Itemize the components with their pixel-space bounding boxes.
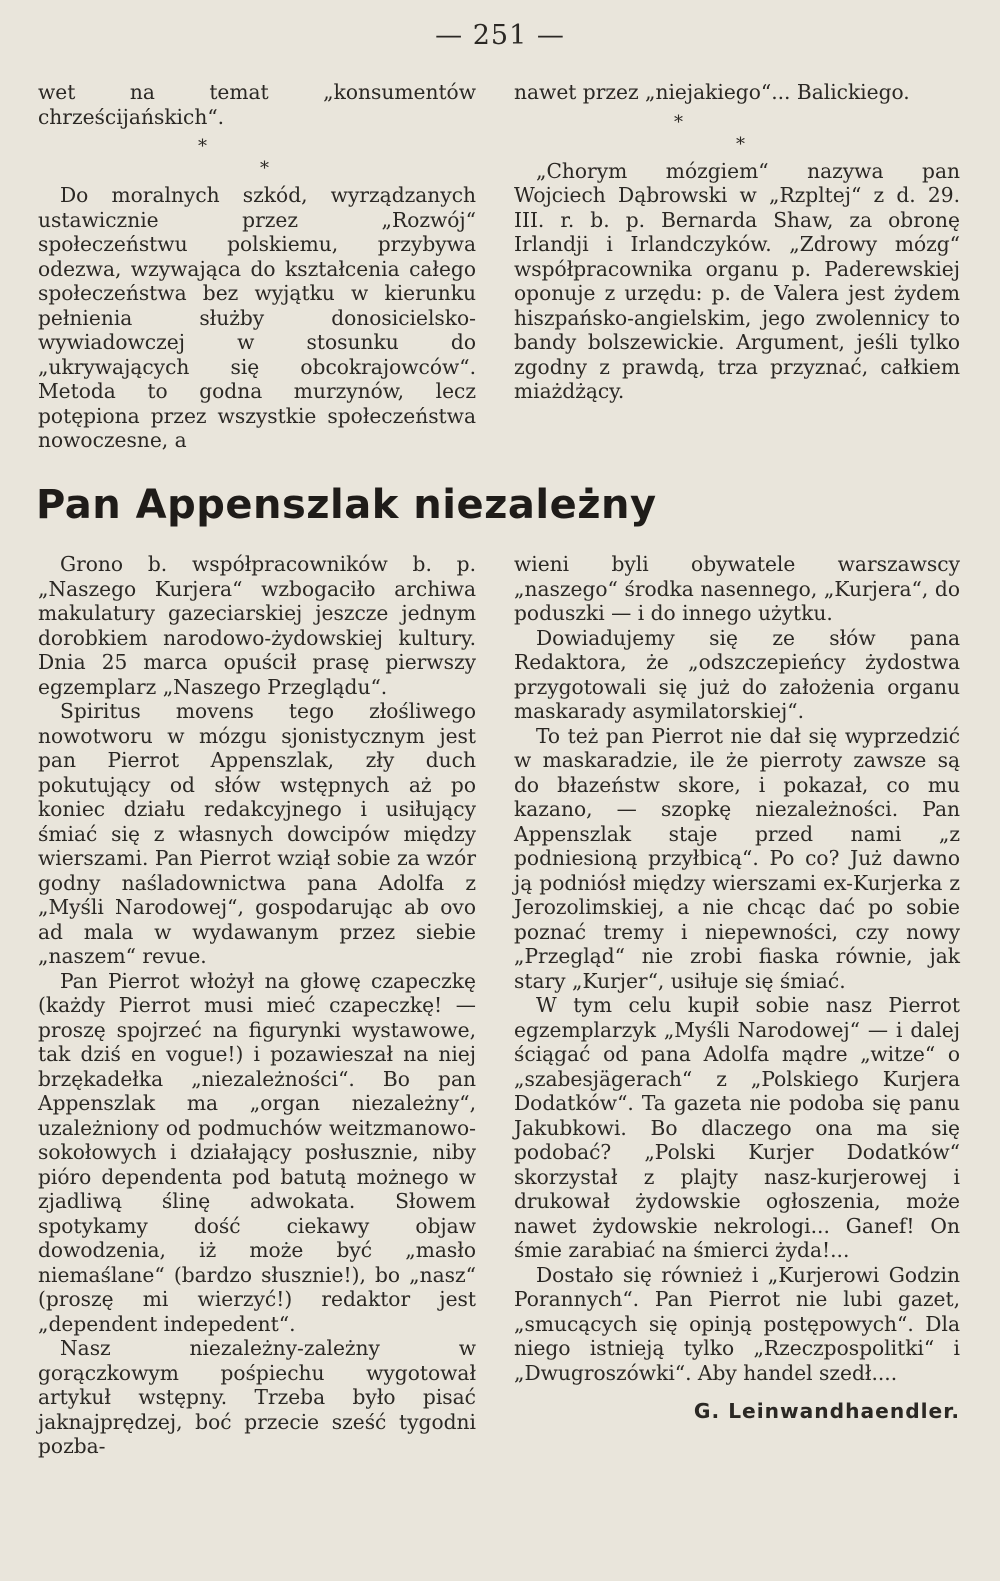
article-paragraph: To też pan Pierrot nie dał się wyprzedzić w maskaradzie, ile że pierroty zawsze są do błazeństw skore, i pokazał, co mu kazano, — szopkę niezależności. Pan Appenszlak staje przed nami „z podniesioną przyłbicą“. Po co? Już dawno ją podniósł między wierszami ex-Kurjerka z Jerozolimskiej, a nie chcąc dać po sobie poznać tremy i niepewności, czy nowy „Przegląd“ nie zrobi fiaska równie, jak stary „Kurjer“, usiłuje się śmiać. <box>514 723 960 993</box>
top-right-column <box>514 80 960 404</box>
article-left-column <box>38 552 476 1459</box>
page-number: — 251 — <box>435 20 565 51</box>
article-paragraph: Spiritus movens tego złośliwego nowotworu w mózgu sjonistycznym jest pan Pierrot Appenszlak, zły duch pokutujący od słów wstępnych aż po koniec działu redakcyjnego i usiłujący śmiać się z własnych dowcipów między wierszami. Pan Pierrot wziął sobie za wzór godny naśladownictwa pana Adolfa z „Myśli Narodowej“, gospodarując ab ovo ad mala w wydawanym przez siebie „naszem“ revue. <box>38 699 476 968</box>
article-paragraph: wieni byli obywatele warszawscy „naszego“ środka nasennego, „Kurjera“, do poduszki — i do innego użytku. <box>514 552 960 625</box>
article-paragraph: Dostało się również i „Kurjerowi Godzin Porannych“. Pan Pierrot nie lubi gazet, „smucących się opinją postępowych“. Dla niego istnieją tylko „Rzeczpospolitki“ i „Dwugroszówki“. Aby handel szedł.... <box>514 1262 960 1385</box>
article-paragraph: Pan Pierrot włożył na głowę czapeczkę (każdy Pierrot musi mieć czapeczkę! — proszę spojrzeć na figurynki wystawowe, tak dziś en vogue!) i pozawieszał na niej brzękadełka „niezależności“. Bo pan Appenszlak ma „organ niezależny“, uzależniony od podmuchów weitzmanowo-sokołowych i działający posłusznie, niby pióro dependenta pod batutą możnego w zjadliwą ślinę adwokata. Słowem spotykamy dość ciekawy objaw dowodzenia, iż może być „masło niemaślane“ (bardzo słusznie!), bo „nasz“ (proszę mi wierzyć!) redaktor jest „dependent indepedent“. <box>38 968 476 1336</box>
asterisk-icon: * <box>736 133 745 155</box>
asterisk-icon: * <box>260 158 269 179</box>
top-left-stars <box>38 129 476 183</box>
top-left-lead: wet na temat „konsumentów chrześcijańskich“. <box>38 80 476 129</box>
asterisk-icon: * <box>674 111 683 133</box>
top-left-column <box>38 80 476 453</box>
asterisk-icon: * <box>198 136 207 157</box>
top-left-paragraph: Do moralnych szkód, wyrządzanych ustawicznie przez „Rozwój“ społeczeństwu polskiemu, przybywa odezwa, wzywająca do kształcenia całego społeczeństwa bez wyjątku w kierunku pełnienia służby donosicielsko-wywiadowczej w stosunku do „ukrywających się obcokrajowców“. Metoda to godna murzynów, lecz potępiona przez wszystkie społeczeństwa nowoczesne, a <box>38 183 476 452</box>
article-paragraph: W tym celu kupił sobie nasz Pierrot egzemplarzyk „Myśli Narodowej“ — i dalej ściągać od pana Adolfa mądre „witze“ o „szabesjägerach“ z „Polskiego Kurjera Dodatków“. Ta gazeta nie podoba się panu Jakubkowi. Bo dlaczego ona ma się podobać? „Polski Kurjer Dodatków“ skorzystał z plajty nasz-kurjerowej i drukował żydowskie ogłoszenia, może nawet żydowskie nekrologi... Ganef! On śmie zarabiać na śmierci żyda!... <box>514 993 960 1262</box>
top-right-paragraph: „Chorym mózgiem“ nazywa pan Wojciech Dąbrowski w „Rzpltej“ z d. 29. III. r. b. p. Bernarda Shaw, za obronę Irlandji i Irlandczyków. „Zdrowy mózg“ współpracownika organu p. Paderewskiej oponuje z urzędu: p. de Valera jest żydem hiszpańsko-angielskim, jego zwolennicy to bandy bolszewickie. Argument, jeśli tylko zgodny z prawdą, trza przyznać, całkiem miażdżący. <box>514 158 960 403</box>
article-paragraph: Grono b. współpracowników b. p. „Naszego Kurjera“ wzbogaciło archiwa makulatury gazeciarskiej jeszcze jednym dorobkiem narodowo-żydowskiej kultury. Dnia 25 marca opuścił prasę pierwszy egzemplarz „Naszego Przeglądu“. <box>38 552 476 699</box>
article-paragraph: Dowiadujemy się ze słów pana Redaktora, że „odszczepieńcy żydostwa przygotowali się już do założenia organu maskarady asymilatorskiej“. <box>514 625 960 723</box>
top-right-stars <box>514 105 960 159</box>
top-right-lead: nawet przez „niejakiego“... Balickiego. <box>514 80 910 104</box>
article-headline: Pan Appenszlak niezależny <box>36 482 657 528</box>
article-right-column <box>514 552 960 1424</box>
article-paragraph: Nasz niezależny-zależny w gorączkowym pośpiechu wygotował artykuł wstępny. Trzeba było pisać jaknajprędzej, boć przecie sześć tygodni pozba- <box>38 1336 476 1458</box>
author-signature: G. Leinwandhaendler. <box>693 1399 960 1423</box>
